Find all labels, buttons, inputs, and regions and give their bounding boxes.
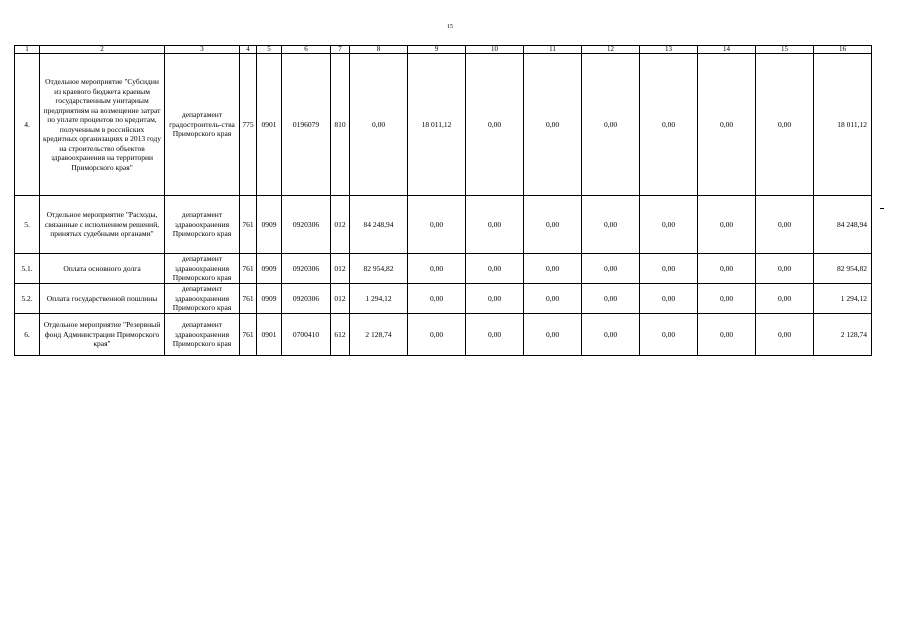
row-cell: 0,00 bbox=[756, 284, 814, 314]
header-cell: 3 bbox=[165, 46, 240, 54]
header-cell: 14 bbox=[698, 46, 756, 54]
header-cell: 2 bbox=[40, 46, 165, 54]
row-cell: 0,00 bbox=[524, 196, 582, 254]
row-cell: 0,00 bbox=[408, 284, 466, 314]
row-cell: 0,00 bbox=[640, 196, 698, 254]
table-row bbox=[15, 314, 872, 356]
header-cell: 11 bbox=[524, 46, 582, 54]
row-cell: 0909 bbox=[257, 254, 282, 284]
row-cell: 0,00 bbox=[466, 254, 524, 284]
row-cell: 0,00 bbox=[756, 314, 814, 356]
row-cell: 761 bbox=[240, 196, 257, 254]
row-cell: 0,00 bbox=[524, 314, 582, 356]
row-cell: 0,00 bbox=[640, 254, 698, 284]
row-cell: 0901 bbox=[257, 314, 282, 356]
row-cell: 775 bbox=[240, 54, 257, 196]
row-cell: 0,00 bbox=[756, 196, 814, 254]
row-department: департамент здравоохранения Приморского края bbox=[165, 284, 240, 314]
row-number: 5.2. bbox=[15, 284, 40, 314]
row-cell: 810 bbox=[331, 54, 350, 196]
row-cell: 0,00 bbox=[350, 54, 408, 196]
row-cell: 18 011,12 bbox=[408, 54, 466, 196]
row-cell: 612 bbox=[331, 314, 350, 356]
row-cell: 18 011,12 bbox=[814, 54, 872, 196]
row-cell: 0909 bbox=[257, 284, 282, 314]
row-cell: 0,00 bbox=[408, 254, 466, 284]
row-cell: 761 bbox=[240, 254, 257, 284]
row-cell: 0,00 bbox=[524, 284, 582, 314]
row-number: 5. bbox=[15, 196, 40, 254]
row-cell: 0,00 bbox=[640, 314, 698, 356]
row-number: 4. bbox=[15, 54, 40, 196]
row-cell: 84 248,94 bbox=[814, 196, 872, 254]
row-cell: 761 bbox=[240, 284, 257, 314]
row-cell: 1 294,12 bbox=[350, 284, 408, 314]
row-cell: 0,00 bbox=[466, 54, 524, 196]
table-row bbox=[15, 284, 872, 314]
row-cell: 2 128,74 bbox=[350, 314, 408, 356]
row-cell: 0,00 bbox=[582, 314, 640, 356]
row-cell: 761 bbox=[240, 314, 257, 356]
row-department: департамент здравоохранения Приморского края bbox=[165, 254, 240, 284]
row-number: 5.1. bbox=[15, 254, 40, 284]
header-cell: 8 bbox=[350, 46, 408, 54]
row-cell: 0,00 bbox=[582, 254, 640, 284]
table-row bbox=[15, 254, 872, 284]
row-department: департамент градостроитель-ства Приморского края bbox=[165, 54, 240, 196]
row-cell: 0,00 bbox=[466, 284, 524, 314]
row-name: Отдельное мероприятие "Расходы, связанные с исполнением решений, принятых судебными органами" bbox=[40, 196, 165, 254]
header-cell: 7 bbox=[331, 46, 350, 54]
header-cell: 16 bbox=[814, 46, 872, 54]
row-cell: 0,00 bbox=[582, 284, 640, 314]
row-cell: 82 954,82 bbox=[814, 254, 872, 284]
row-cell: 0,00 bbox=[698, 284, 756, 314]
row-name: Отдельное мероприятие "Субсидии из краевого бюджета краевым государственным унитарным предприятиям на возмещение затрат по уплате процентов по кредитам, полученным в российских кредитных организациях в 2013 году на строительство объектов здравоохранения на территории Приморского края" bbox=[40, 54, 165, 196]
row-cell: 0,00 bbox=[698, 254, 756, 284]
header-cell: 1 bbox=[15, 46, 40, 54]
header-cell: 10 bbox=[466, 46, 524, 54]
row-cell: 0920306 bbox=[282, 196, 331, 254]
header-row bbox=[15, 46, 872, 54]
row-department: департамент здравоохранения Приморского края bbox=[165, 314, 240, 356]
row-cell: 0,00 bbox=[698, 54, 756, 196]
header-cell: 6 bbox=[282, 46, 331, 54]
page-number: 15 bbox=[447, 24, 453, 30]
row-name: Оплата основного долга bbox=[40, 254, 165, 284]
header-cell: 9 bbox=[408, 46, 466, 54]
row-cell: 012 bbox=[331, 254, 350, 284]
header-cell: 5 bbox=[257, 46, 282, 54]
row-cell: 0,00 bbox=[582, 196, 640, 254]
row-name: Отдельное мероприятие "Резервный фонд Администрации Приморского края" bbox=[40, 314, 165, 356]
margin-mark bbox=[880, 208, 884, 209]
row-cell: 0,00 bbox=[756, 54, 814, 196]
row-cell: 0,00 bbox=[698, 196, 756, 254]
row-department: департамент здравоохранения Приморского края bbox=[165, 196, 240, 254]
row-cell: 2 128,74 bbox=[814, 314, 872, 356]
row-cell: 0,00 bbox=[640, 54, 698, 196]
row-cell: 0,00 bbox=[640, 284, 698, 314]
row-cell: 0,00 bbox=[524, 254, 582, 284]
header-cell: 15 bbox=[756, 46, 814, 54]
row-cell: 012 bbox=[331, 284, 350, 314]
row-cell: 0909 bbox=[257, 196, 282, 254]
table-row bbox=[15, 54, 872, 196]
row-cell: 0,00 bbox=[582, 54, 640, 196]
header-cell: 12 bbox=[582, 46, 640, 54]
row-cell: 0901 bbox=[257, 54, 282, 196]
row-cell: 1 294,12 bbox=[814, 284, 872, 314]
row-cell: 0,00 bbox=[408, 314, 466, 356]
row-name: Оплата государственной пошлины bbox=[40, 284, 165, 314]
row-cell: 0920306 bbox=[282, 254, 331, 284]
row-cell: 84 248,94 bbox=[350, 196, 408, 254]
row-cell: 0700410 bbox=[282, 314, 331, 356]
row-cell: 0,00 bbox=[756, 254, 814, 284]
budget-table bbox=[14, 45, 872, 356]
table-row bbox=[15, 196, 872, 254]
row-cell: 0,00 bbox=[698, 314, 756, 356]
row-number: 6. bbox=[15, 314, 40, 356]
header-cell: 13 bbox=[640, 46, 698, 54]
row-cell: 0920306 bbox=[282, 284, 331, 314]
row-cell: 0,00 bbox=[466, 196, 524, 254]
header-cell: 4 bbox=[240, 46, 257, 54]
row-cell: 0196079 bbox=[282, 54, 331, 196]
row-cell: 012 bbox=[331, 196, 350, 254]
row-cell: 0,00 bbox=[466, 314, 524, 356]
row-cell: 0,00 bbox=[408, 196, 466, 254]
row-cell: 82 954,82 bbox=[350, 254, 408, 284]
row-cell: 0,00 bbox=[524, 54, 582, 196]
